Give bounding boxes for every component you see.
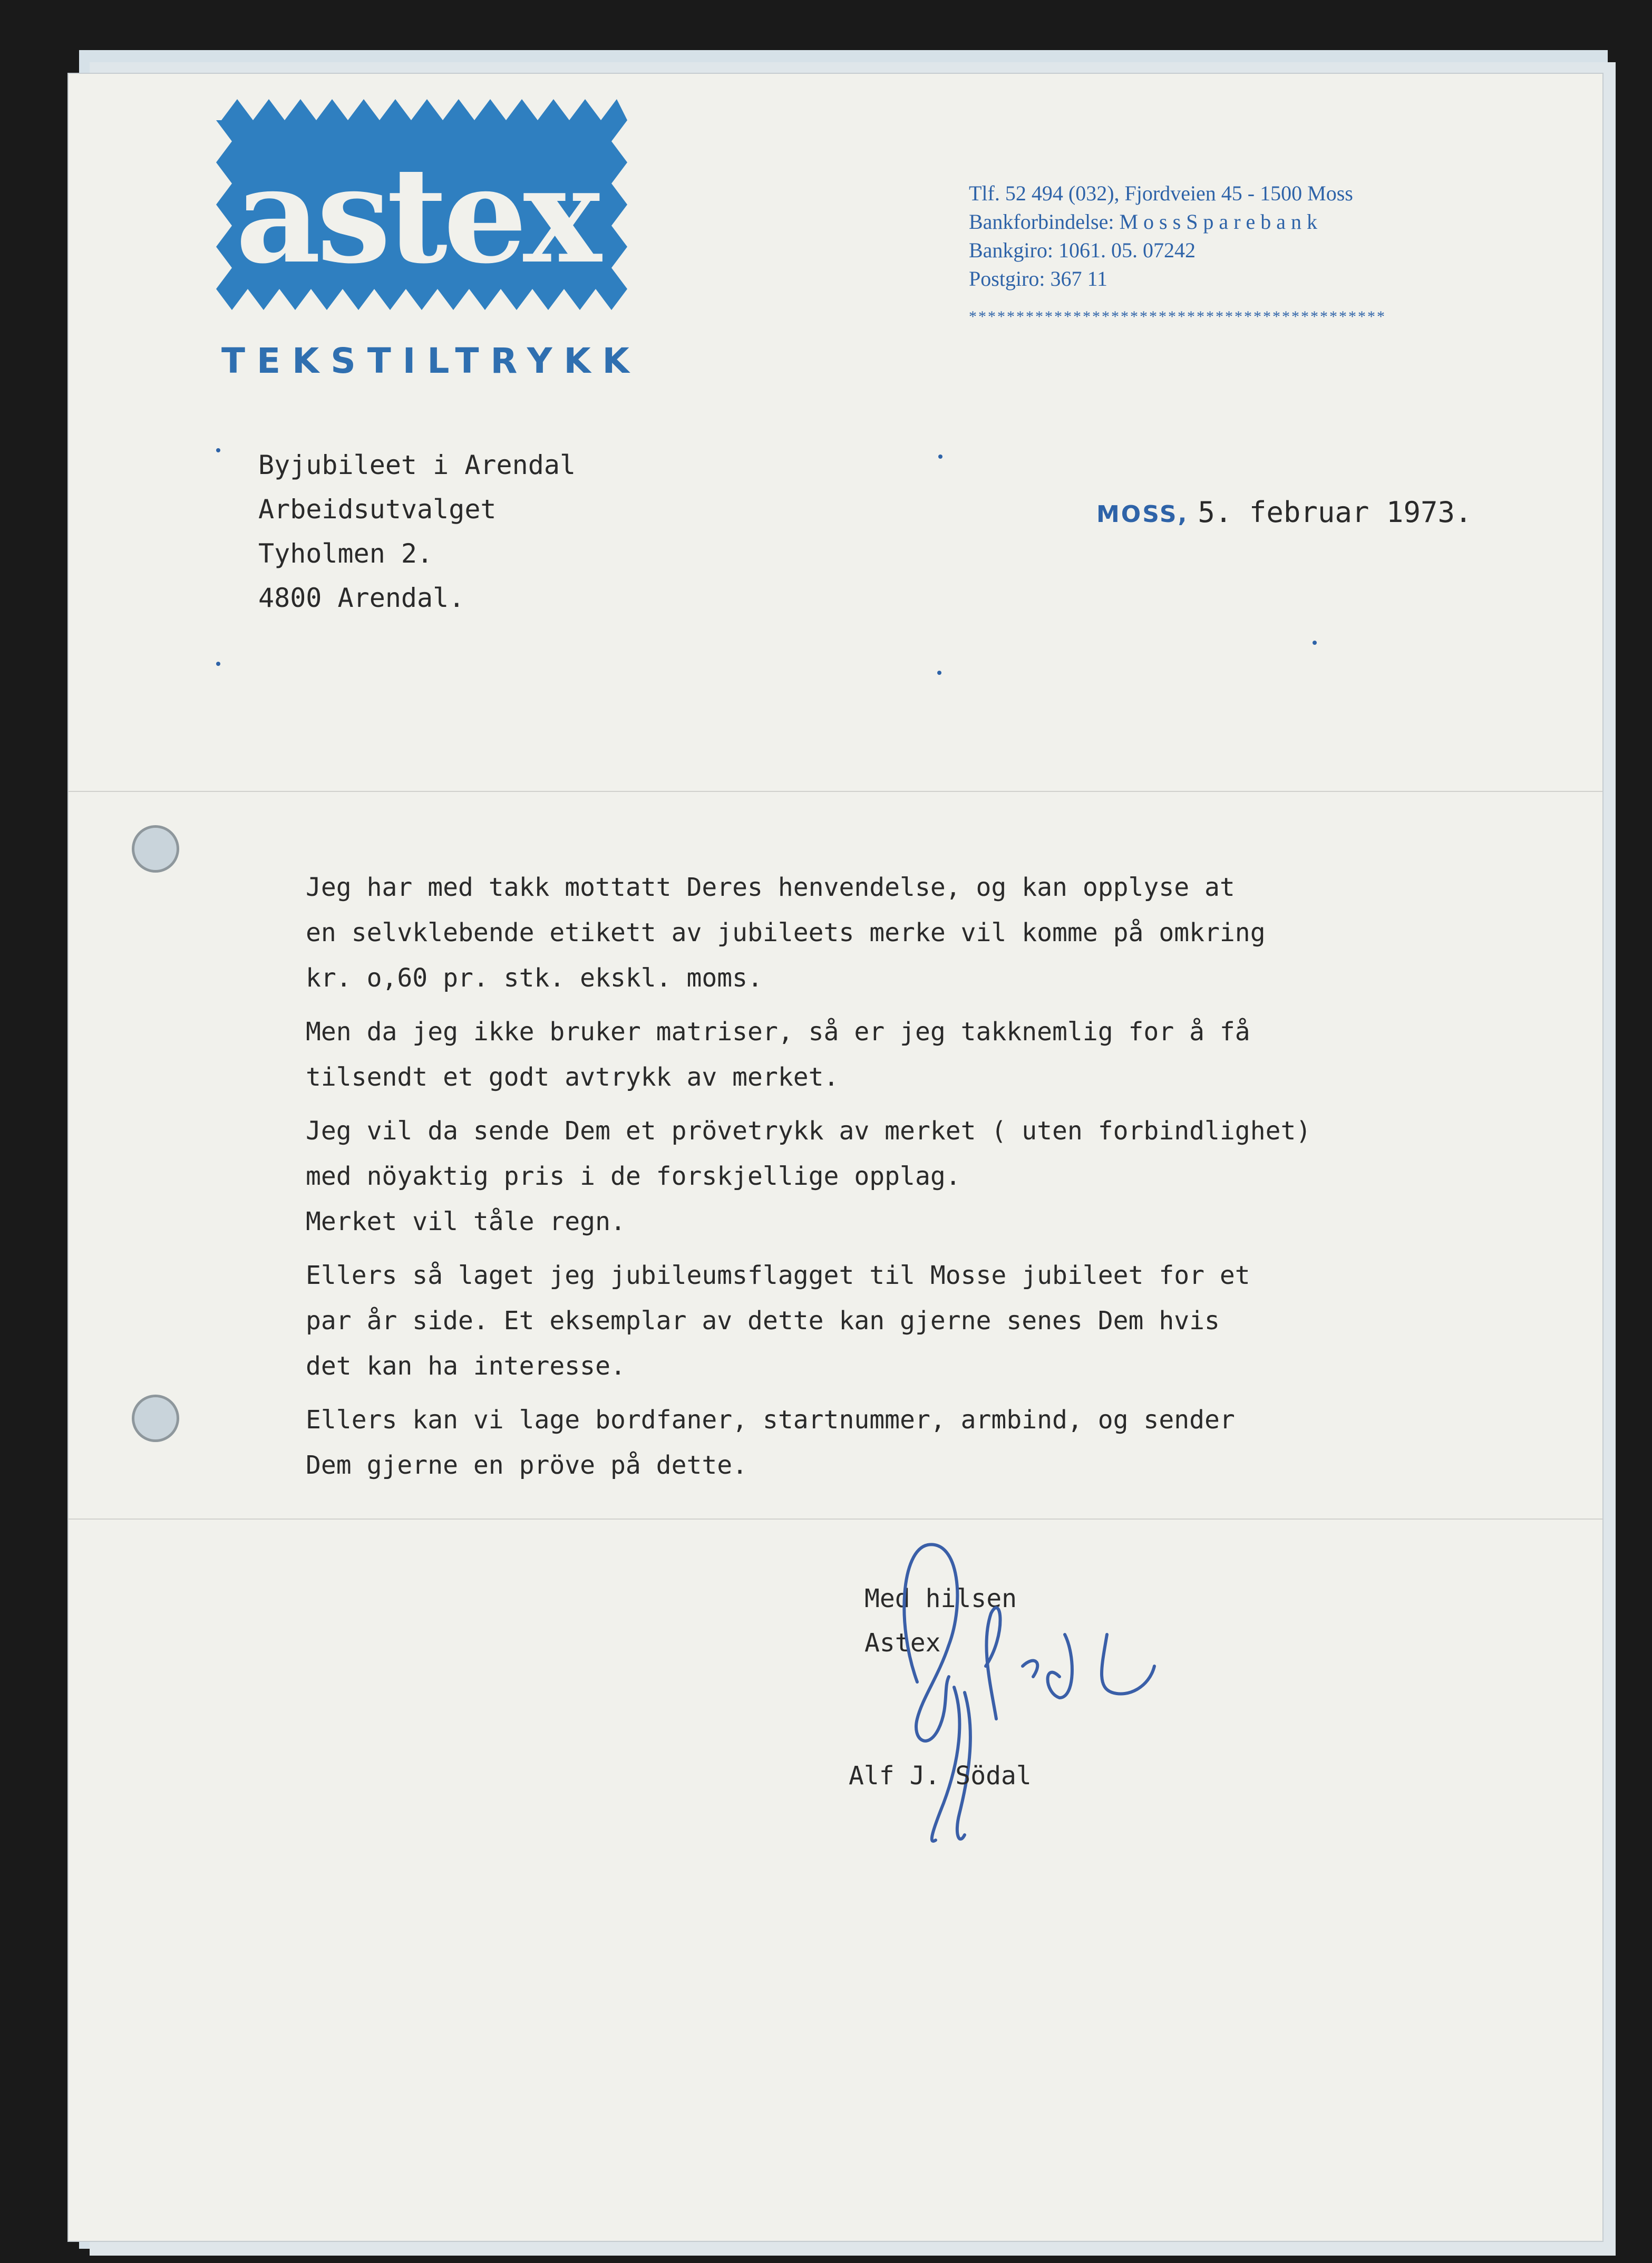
body-line: kr. o,60 pr. stk. ekskl. moms. [306, 963, 763, 993]
body-line: Jeg har med takk mottatt Deres henvendelse, og kan opplyse at [306, 873, 1235, 902]
contact-line: Bankforbindelse: M o s s S p a r e b a n k [969, 210, 1318, 234]
body-line: en selvklebende etikett av jubileets merke vil komme på omkring [306, 918, 1266, 947]
contact-line: Postgiro: 367 11 [969, 267, 1107, 291]
recipient-address [258, 443, 576, 620]
speck [216, 448, 220, 452]
contact-line: Bankgiro: 1061. 05. 07242 [969, 238, 1196, 262]
closing-line: Med hilsen [864, 1584, 1017, 1613]
letter-date [1096, 496, 1472, 529]
paragraph [306, 1253, 1518, 1389]
recipient-line: Tyholmen 2. [258, 538, 433, 569]
speck [216, 662, 220, 666]
body-line: Ellers så laget jeg jubileumsflagget til Mosse jubileet for et [306, 1261, 1250, 1290]
recipient-line: Byjubileet i Arendal [258, 450, 576, 480]
paragraph [306, 1009, 1518, 1100]
contact-line: Tlf. 52 494 (032), Fjordveien 45 - 1500 Moss [969, 181, 1353, 205]
closing-line: Astex [864, 1628, 941, 1658]
date-text: 5. februar 1973. [1198, 496, 1472, 529]
fold-line [69, 791, 1602, 792]
contact-info [969, 179, 1386, 331]
punch-hole [132, 1395, 179, 1442]
handwritten-signature [886, 1529, 1244, 1856]
punch-hole [132, 825, 179, 873]
signer-name: Alf J. Södal [849, 1761, 1032, 1791]
body-line: tilsendt et godt avtrykk av merket. [306, 1062, 839, 1092]
paragraph [306, 865, 1518, 1001]
recipient-line: Arbeidsutvalget [258, 494, 497, 525]
letter-body [306, 865, 1518, 1496]
fold-line [69, 1519, 1602, 1520]
contact-separator: ******************************************** [969, 308, 1386, 325]
body-line: par år side. Et eksemplar av dette kan gjerne senes Dem hvis [306, 1306, 1220, 1336]
body-line: Dem gjerne en pröve på dette. [306, 1450, 748, 1480]
speck [938, 454, 942, 459]
logo-subtitle: TEKSTILTRYKK [221, 341, 641, 381]
speck [1313, 641, 1317, 645]
body-line: med nöyaktig pris i de forskjellige opplag. [306, 1162, 961, 1191]
speck [937, 671, 941, 675]
body-line: Ellers kan vi lage bordfaner, startnummer, armbind, og sender [306, 1405, 1235, 1435]
paragraph [306, 1108, 1518, 1244]
body-line: Jeg vil da sende Dem et prövetrykk av merket ( uten forbindlighet) [306, 1116, 1311, 1146]
body-line: Merket vil tåle regn. [306, 1207, 626, 1236]
paragraph [306, 1397, 1518, 1488]
company-logo [153, 89, 675, 384]
logo-wordmark: astex [235, 138, 598, 293]
body-line: Men da jeg ikke bruker matriser, så er jeg takknemlig for å få [306, 1017, 1250, 1047]
recipient-line: 4800 Arendal. [258, 583, 465, 613]
body-line: det kan ha interesse. [306, 1351, 626, 1381]
date-place: MOSS, [1096, 501, 1189, 528]
